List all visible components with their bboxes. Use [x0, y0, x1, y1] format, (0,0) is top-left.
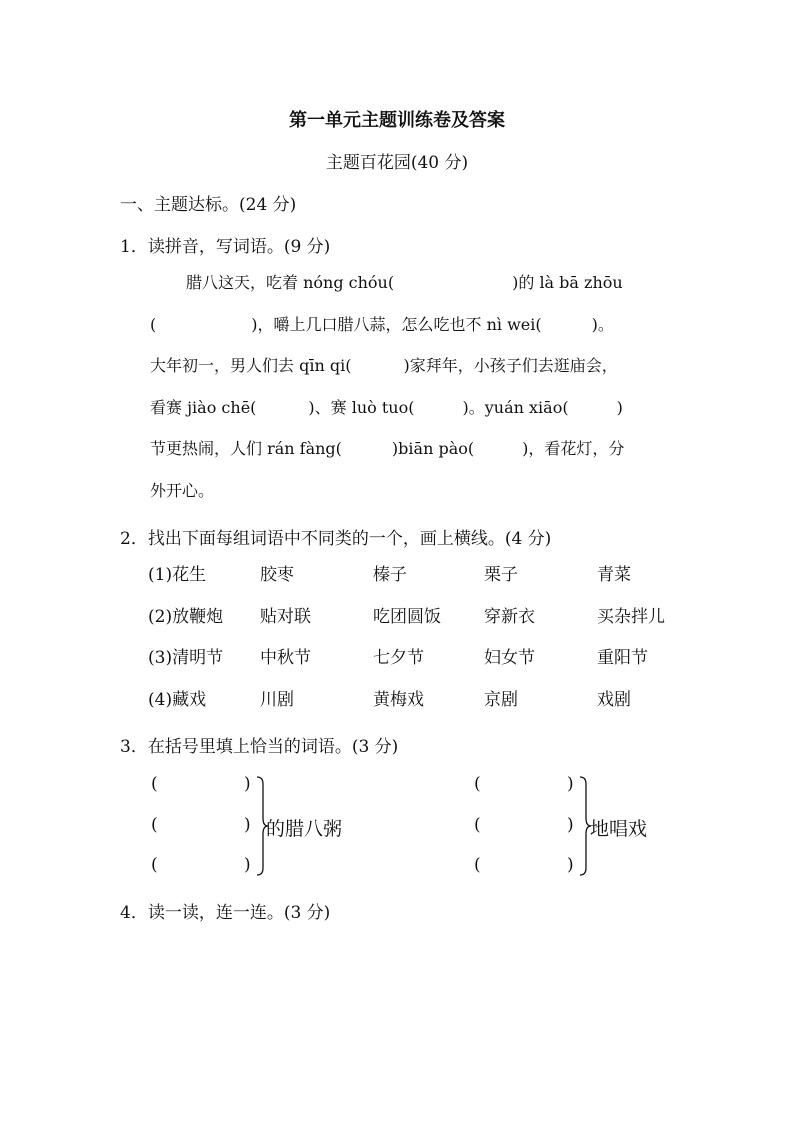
- word-group-row: [148, 555, 708, 597]
- passage-text: )biān pào(: [391, 439, 475, 458]
- answer-blank[interactable]: [160, 857, 242, 879]
- word-item[interactable]: 青菜: [597, 565, 631, 585]
- word-group-row: [148, 680, 708, 722]
- question-4-label: 4．读一读，连一连。(3 分): [120, 903, 331, 923]
- passage-text: )的 là bā zhōu: [512, 273, 623, 292]
- passage-line: [150, 345, 690, 387]
- question-1-label: 1．读拼音，写词语。(9 分): [120, 237, 331, 257]
- phrase-suffix: 地唱戏: [590, 818, 648, 840]
- passage-text: 外开心。: [150, 480, 215, 500]
- open-paren: (: [474, 815, 481, 835]
- word-item[interactable]: 京剧: [484, 689, 518, 710]
- word-item[interactable]: 重阳节: [597, 648, 648, 668]
- word-item[interactable]: 吃团圆饭: [373, 606, 441, 627]
- passage-text: (: [150, 314, 157, 334]
- word-item[interactable]: (2)放鞭炮: [148, 606, 224, 627]
- passage-text: 大年初一，男人们去 qīn qi(: [150, 356, 352, 375]
- word-item[interactable]: 妇女节: [484, 648, 535, 668]
- question-3-label: 3．在括号里填上恰当的词语。(3 分): [120, 737, 399, 757]
- passage-text: )。yuán xiāo(: [462, 397, 569, 417]
- answer-blank[interactable]: [160, 817, 242, 839]
- word-item[interactable]: 买杂拌儿: [597, 606, 665, 627]
- open-paren: (: [151, 855, 158, 875]
- answer-blank[interactable]: [160, 776, 242, 798]
- passage-text: 腊八这天，吃着 nóng chóu(: [186, 273, 395, 292]
- answer-blank[interactable]: [483, 776, 565, 798]
- question-1-passage: [150, 262, 690, 511]
- passage-text: )。: [591, 314, 614, 334]
- page-title: 第一单元主题训练卷及答案: [289, 110, 505, 131]
- passage-text: 节更热闹，人们 rán fàng(: [150, 439, 342, 458]
- phrase-suffix: 的腊八粥: [266, 818, 343, 840]
- close-paren: ): [567, 815, 574, 835]
- word-item[interactable]: 胶枣: [260, 565, 294, 585]
- passage-line: [150, 304, 690, 346]
- word-group-row: [148, 597, 708, 639]
- word-item[interactable]: 中秋节: [260, 648, 311, 668]
- word-item[interactable]: 黄梅戏: [373, 689, 424, 710]
- passage-text: ): [616, 397, 623, 417]
- word-item[interactable]: 栗子: [484, 565, 518, 585]
- answer-blank[interactable]: [483, 817, 565, 839]
- word-item[interactable]: 榛子: [373, 565, 407, 585]
- passage-line: [150, 262, 690, 304]
- section-heading: 一、主题达标。(24 分): [120, 195, 297, 215]
- word-item[interactable]: 川剧: [260, 689, 294, 710]
- close-paren: ): [244, 815, 251, 835]
- open-paren: (: [474, 774, 481, 794]
- passage-text: )，嚼上几口腊八蒜，怎么吃也不 nì wei(: [251, 314, 542, 334]
- word-group-row: [148, 638, 708, 680]
- question-2-grid: [148, 555, 708, 721]
- question-2-label: 2．找出下面每组词语中不同类的一个，画上横线。(4 分): [120, 529, 552, 549]
- close-paren: ): [567, 774, 574, 794]
- passage-line: [150, 387, 690, 429]
- passage-text: )、赛 luò tuo(: [308, 397, 415, 417]
- open-paren: (: [151, 815, 158, 835]
- word-item[interactable]: (4)藏戏: [148, 689, 207, 710]
- passage-line: [150, 470, 690, 512]
- passage-line: [150, 428, 690, 470]
- close-paren: ): [567, 855, 574, 875]
- passage-text: )，看花灯，分: [522, 439, 625, 458]
- word-item[interactable]: 七夕节: [373, 648, 424, 668]
- word-item[interactable]: 贴对联: [260, 606, 311, 627]
- open-paren: (: [151, 774, 158, 794]
- word-item[interactable]: 戏剧: [597, 689, 631, 710]
- subtitle: 主题百花园(40 分): [325, 153, 469, 173]
- open-paren: (: [474, 855, 481, 875]
- answer-blank[interactable]: [483, 857, 565, 879]
- passage-text: 看赛 jiào chē(: [150, 397, 257, 417]
- close-paren: ): [244, 855, 251, 875]
- close-paren: ): [244, 774, 251, 794]
- word-item[interactable]: (1)花生: [148, 565, 207, 585]
- passage-text: )家拜年，小孩子们去逛庙会，: [403, 356, 618, 375]
- word-item[interactable]: (3)清明节: [148, 648, 224, 668]
- word-item[interactable]: 穿新衣: [484, 606, 535, 627]
